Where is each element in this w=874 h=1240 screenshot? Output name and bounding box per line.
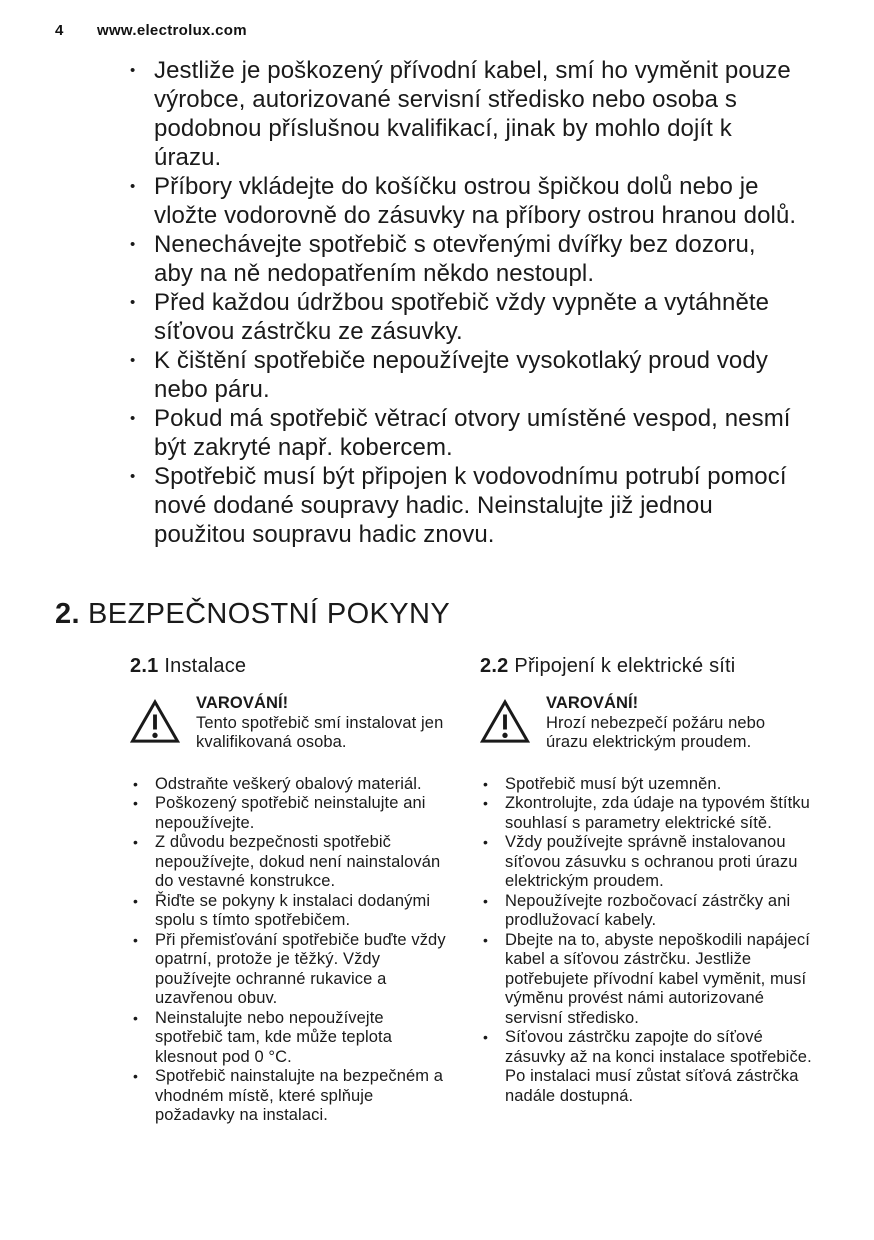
list-item-text: Odstraňte veškerý obalový materiál.	[155, 774, 422, 793]
warning-body: Hrozí nebezpečí požáru nebo úrazu elektrickým proudem.	[546, 713, 766, 751]
warning-label: VAROVÁNÍ!	[196, 694, 289, 712]
list-item-text: Jestliže je poškozený přívodní kabel, smí ho vyměnit pouze výrobce, autorizované servisní středisko nebo osoba s podobnou příslušnou kvalifikací, jinak by mohlo dojít k úrazu.	[154, 57, 791, 171]
page-header	[55, 22, 247, 39]
section-heading	[55, 598, 450, 631]
warning-triangle-icon	[480, 698, 530, 746]
list-item	[128, 462, 800, 549]
list-item	[128, 230, 800, 288]
list-item	[128, 346, 800, 404]
installation-bullet-list	[130, 775, 450, 1126]
subsection-title: Instalace	[164, 655, 247, 677]
list-item-text: Síťovou zástrčku zapojte do síťové zásuvky až na konci instalace spotřebiče. Po instalaci musí zůstat síťová zástrčka nadále dostupná.	[505, 1028, 812, 1105]
list-item-text: Dbejte na to, abyste nepoškodili napájecí kabel a síťovou zástrčku. Jestliže potřebujete přívodní kabel vyměnit, musí výměnu provést námi autorizované servisní středisko.	[505, 930, 810, 1027]
list-item-text: Příbory vkládejte do košíčku ostrou špičkou dolů nebo je vložte vodorovně do zásuvky na příbory ostrou hranou dolů.	[154, 173, 797, 229]
list-item	[130, 794, 450, 833]
list-item-text: Spotřebič musí být připojen k vodovodnímu potrubí pomocí nové dodané soupravy hadic. Neinstalujte již jednou použitou soupravu hadic znovu.	[154, 463, 787, 548]
subsection-heading-installation	[130, 655, 450, 678]
two-column-layout	[130, 655, 820, 1126]
list-item-text: Pokud má spotřebič větrací otvory umístěné vespod, nesmí být zakryté např. kobercem.	[154, 405, 791, 461]
list-item	[128, 56, 800, 172]
list-item-text: Spotřebič musí být uzemněn.	[505, 774, 722, 793]
list-item-text: Při přemisťování spotřebiče buďte vždy opatrní, protože je těžký. Vždy používejte ochranné rukavice a uzavřenou obuv.	[155, 930, 446, 1007]
list-item-text: Zkontrolujte, zda údaje na typovém štítku souhlasí s parametry elektrické sítě.	[505, 794, 810, 832]
column-installation	[130, 655, 450, 1126]
electrical-bullet-list	[480, 775, 820, 1107]
warning-box-electrical	[480, 694, 820, 753]
list-item	[130, 775, 450, 795]
warning-body: Tento spotřebič smí instalovat jen kvalifikovaná osoba.	[196, 713, 444, 751]
list-item	[128, 404, 800, 462]
warning-box-installation	[130, 694, 450, 753]
list-item-text: Řiďte se pokyny k instalaci dodanými spolu s tímto spotřebičem.	[155, 891, 431, 929]
warning-text-block	[546, 694, 796, 753]
list-item-text: Nepoužívejte rozbočovací zástrčky ani prodlužovací kabely.	[505, 891, 791, 929]
warning-triangle-icon	[130, 698, 180, 746]
list-item	[480, 931, 820, 1029]
warning-label: VAROVÁNÍ!	[546, 694, 639, 712]
list-item-text: K čištění spotřebiče nepoužívejte vysokotlaký proud vody nebo páru.	[154, 347, 768, 403]
section-number: 2.	[55, 598, 80, 630]
list-item	[130, 892, 450, 931]
column-electrical-connection	[480, 655, 820, 1126]
list-item	[130, 833, 450, 892]
list-item-text: Poškozený spotřebič neinstalujte ani nepoužívejte.	[155, 794, 426, 832]
subsection-number: 2.1	[130, 655, 159, 677]
list-item-text: Nenechávejte spotřebič s otevřenými dvířky bez dozoru, aby na ně nedopatřením někdo nestoupl.	[154, 231, 756, 287]
page-number: 4	[55, 22, 64, 39]
list-item-text: Neinstalujte nebo nepoužívejte spotřebič tam, kde může teplota klesnout pod 0 °C.	[155, 1008, 392, 1066]
site-url: www.electrolux.com	[97, 22, 247, 39]
list-item-text: Před každou údržbou spotřebič vždy vypněte a vytáhněte síťovou zástrčku ze zásuvky.	[154, 289, 770, 345]
subsection-heading-electrical	[480, 655, 820, 678]
list-item-text: Vždy používejte správně instalovanou síťovou zásuvku s ochranou proti úrazu elektrickým proudem.	[505, 833, 798, 890]
subsection-number: 2.2	[480, 655, 509, 677]
list-item	[128, 288, 800, 346]
list-item-text: Z důvodu bezpečnosti spotřebič nepoužívejte, dokud není nainstalován do vestavné konstrukce.	[155, 833, 441, 890]
list-item	[128, 172, 800, 230]
list-item	[480, 892, 820, 931]
warning-text-block	[196, 694, 446, 753]
list-item	[130, 1067, 450, 1126]
list-item	[480, 833, 820, 892]
list-item-text: Spotřebič nainstalujte na bezpečném a vhodném místě, které splňuje požadavky na instalaci.	[155, 1067, 444, 1124]
list-item	[480, 1028, 820, 1106]
subsection-title: Připojení k elektrické síti	[514, 655, 736, 677]
list-item	[480, 794, 820, 833]
list-item	[480, 775, 820, 795]
list-item	[130, 1009, 450, 1068]
intro-bullet-list	[128, 56, 800, 549]
list-item	[130, 931, 450, 1009]
section-title: BEZPEČNOSTNÍ POKYNY	[88, 598, 451, 630]
